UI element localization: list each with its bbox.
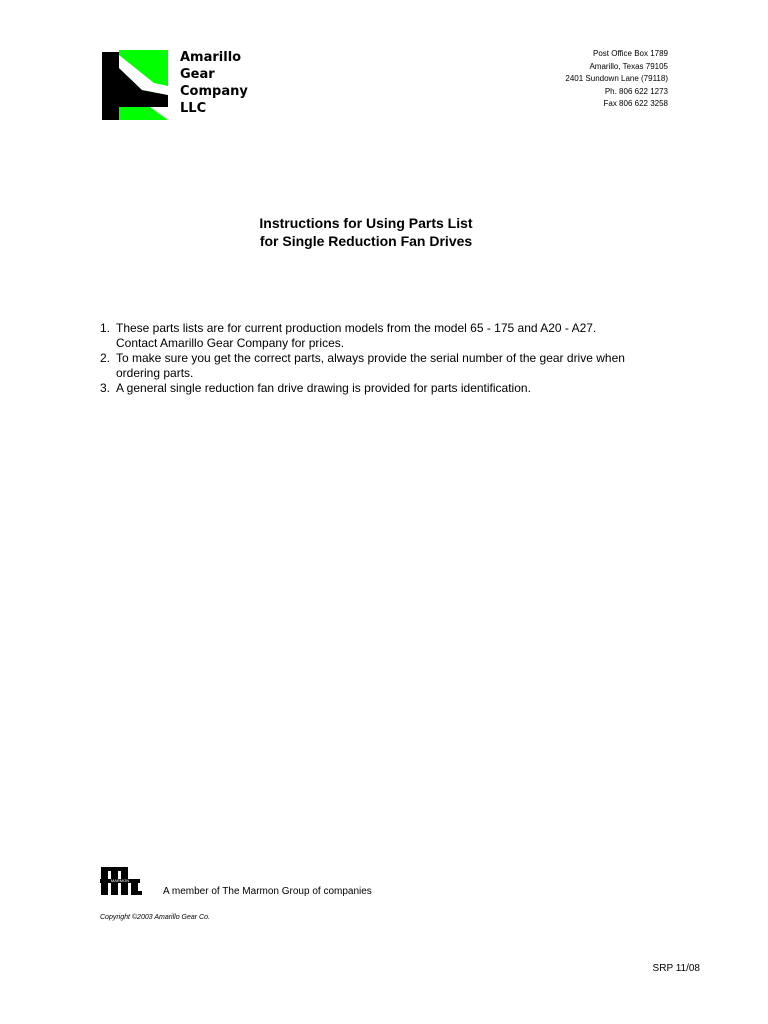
title-line-1: Instructions for Using Parts List [259,215,473,231]
company-name-line: Company [180,84,248,99]
instruction-text-line: To make sure you get the correct parts, always provide the serial number of the gear drive when [116,351,625,365]
instruction-number: 3. [100,381,111,395]
address-po-box: Post Office Box 1789 [592,49,668,58]
instruction-item [96,381,656,396]
instruction-item [96,321,656,351]
address-phone: Ph. 806 622 1273 [604,86,668,96]
marmon-member-text: A member of The Marmon Group of companies [163,886,372,897]
address-fax: Fax 806 622 3258 [603,99,668,108]
copyright-notice: Copyright ©2003 Amarillo Gear Co. [100,914,210,921]
title-line-2: for Single Reduction Fan Drives [259,233,473,249]
company-name-line: Amarillo [180,50,242,65]
company-name-line: LLC [180,101,207,116]
company-name [180,49,248,117]
instruction-number: 2. [100,351,111,365]
instruction-text-line: A general single reduction fan drive drawing is provided for parts identification. [116,381,531,395]
document-title [0,214,732,250]
company-name-line: Gear [180,67,215,82]
address-street: 2401 Sundown Lane (79118) [565,74,668,83]
company-address [565,48,668,111]
instruction-text-line: ordering parts. [116,366,194,380]
instruction-text-line: Contact Amarillo Gear Company for prices. [116,336,345,350]
amarillo-gear-logo-icon [102,50,168,120]
marmon-logo-icon [100,866,142,896]
address-city: Amarillo, Texas 79105 [589,61,668,71]
instruction-text-line: These parts lists are for current production models from the model 65 - 175 and A20 - A27. [116,321,597,335]
instruction-item [96,351,656,381]
marmon-logo-text: MARMON [110,878,130,883]
instruction-number: 1. [100,321,111,335]
instructions-list [96,321,656,396]
document-code: SRP 11/08 [652,963,700,974]
